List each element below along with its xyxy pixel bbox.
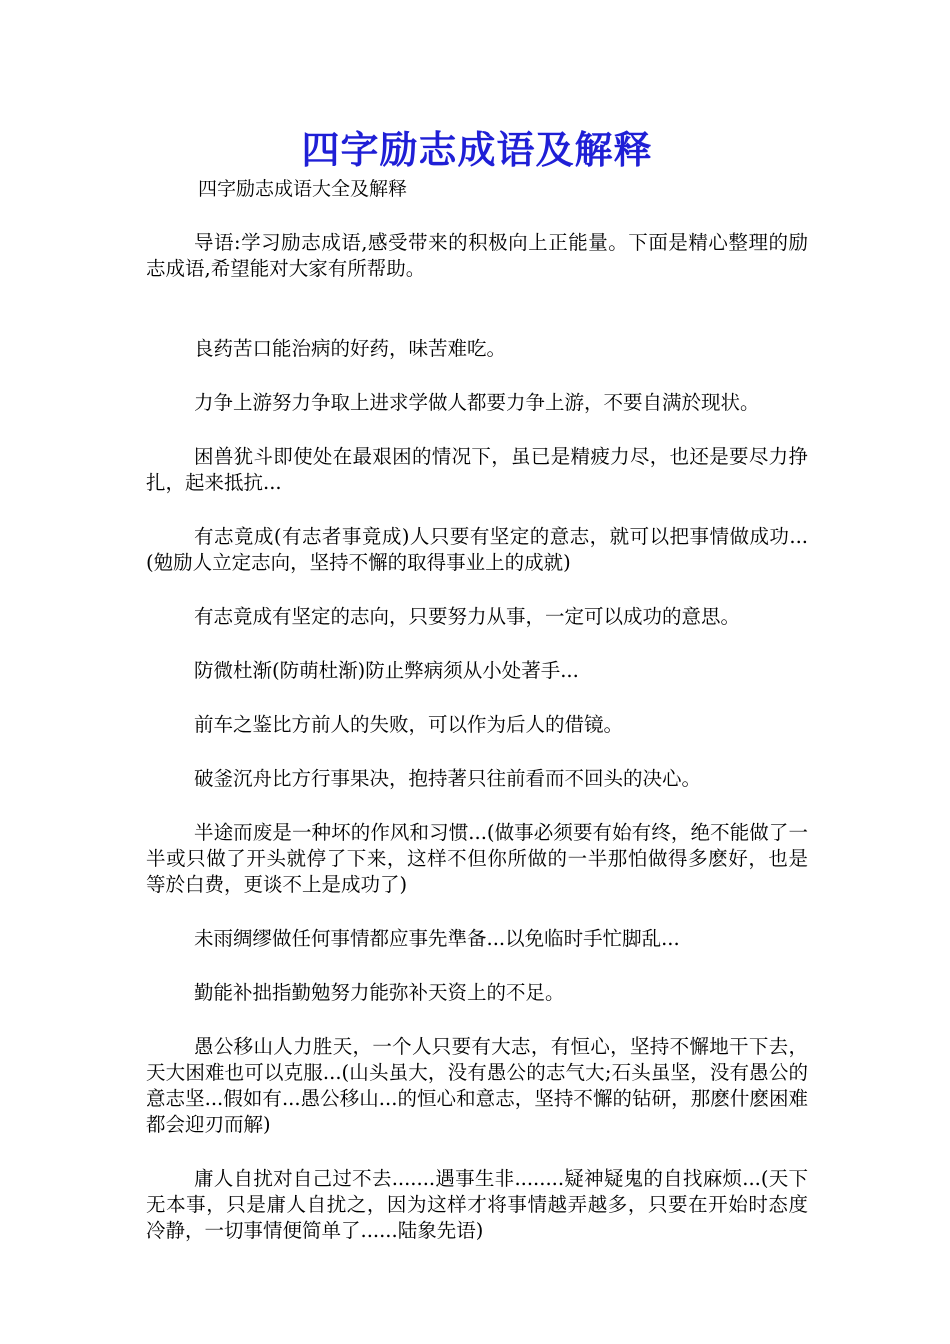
paragraph-10: 未雨绸缪做任何事情都应事先準备...以免临时手忙脚乱... bbox=[194, 927, 680, 950]
paragraph-12: 愚公移山人力胜天，一个人只要有大志，有恒心，坚持不懈地干下去，天大困难也可以克服...(山头虽大，没有愚公的志气大;石头虽坚，没有愚公的意志坚...假如有...愚公移山...的恒心和意志，坚持不懈的钻研，那麽什麽困难都会迎刃而解) bbox=[146, 1035, 808, 1136]
paragraph-11: 勤能补拙指勤勉努力能弥补天资上的不足。 bbox=[194, 981, 565, 1004]
document-title: 四字励志成语及解释 bbox=[301, 127, 653, 172]
paragraph-13: 庸人自扰对自己过不去.......遇事生非........疑神疑鬼的自找麻烦...(天下无本事，只是庸人自扰之，因为这样才将事情越弄越多，只要在开始时态度冷静，一切事情便简单了......陆象先语) bbox=[146, 1167, 808, 1242]
paragraph-7: 前车之鉴比方前人的失败，可以作为后人的借镜。 bbox=[194, 713, 624, 736]
paragraph-4: 有志竟成(有志者事竟成)人只要有坚定的意志，就可以把事情做成功...(勉励人立定志向，坚持不懈的取得事业上的成就) bbox=[146, 525, 808, 574]
paragraph-6: 防微杜渐(防萌杜渐)防止弊病须从小处著手... bbox=[194, 659, 579, 682]
paragraph-1: 良药苦口能治病的好药，味苦难吃。 bbox=[194, 337, 507, 360]
intro-paragraph: 导语:学习励志成语,感受带来的积极向上正能量。下面是精心整理的励志成语,希望能对大家有所帮助。 bbox=[146, 231, 808, 280]
document-subtitle: 四字励志成语大全及解释 bbox=[198, 178, 408, 200]
paragraph-5: 有志竟成有坚定的志向，只要努力从事，一定可以成功的意思。 bbox=[194, 605, 741, 628]
paragraph-9: 半途而废是一种坏的作风和习惯...(做事必须要有始有终，绝不能做了一半或只做了开头就停了下来，这样不但你所做的一半那怕做得多麽好，也是等於白费，更谈不上是成功了) bbox=[146, 821, 808, 896]
paragraph-2: 力争上游努力争取上进求学做人都要力争上游，不要自满於现状。 bbox=[194, 391, 760, 414]
document-page bbox=[146, 124, 808, 1244]
paragraph-8: 破釜沉舟比方行事果决，抱持著只往前看而不回头的决心。 bbox=[194, 767, 702, 790]
paragraph-3: 困兽犹斗即使处在最艰困的情况下，虽已是精疲力尽，也还是要尽力挣扎，起来抵抗... bbox=[146, 445, 808, 494]
